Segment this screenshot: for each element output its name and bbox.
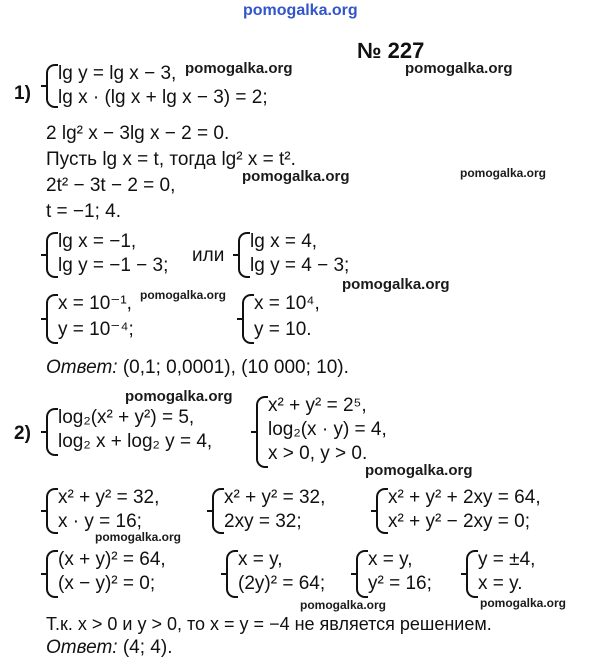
brace — [46, 408, 58, 456]
brace — [46, 550, 58, 598]
p2-sys8-line2: y² = 16; — [368, 573, 432, 594]
problem-number: № 227 — [357, 38, 425, 63]
p2-sys3-line2: x · y = 16; — [58, 511, 142, 532]
watermark: pomogalka.org — [300, 598, 387, 612]
brace — [46, 488, 58, 534]
p2-sys8-line1: x = y, — [368, 549, 413, 570]
p2-sys3-line1: x² + y² = 32, — [58, 487, 160, 508]
watermark: pomogalka.org — [242, 168, 350, 185]
p2-sys1-line1: log₂(x² + y²) = 5, — [58, 407, 195, 428]
p2-sys6-line2: (x − y)² = 0; — [58, 573, 156, 594]
watermark: pomogalka.org — [140, 288, 227, 302]
brace — [226, 550, 238, 598]
p1-sysD-line1: x = 10⁴, — [254, 293, 320, 314]
p2-sys6-line1: (x + y)² = 64, — [58, 549, 166, 570]
p2-sys9-line2: x = y. — [478, 573, 523, 594]
p1-answer-value: (0,1; 0,0001), (10 000; 10). — [122, 357, 349, 378]
watermark: pomogalka.org — [480, 596, 567, 610]
brace — [238, 232, 250, 278]
p2-sys2-line2: log₂(x · y) = 4, — [268, 419, 387, 440]
p1-answer — [46, 358, 349, 378]
p1-sysB-line2: lg y = 4 − 3; — [250, 255, 350, 276]
p1-line2: Пусть lg x = t, тогда lg² x = t². — [46, 149, 296, 170]
brace — [356, 550, 368, 598]
p1-sysC-line2: y = 10⁻⁴; — [58, 319, 134, 340]
p2-sys1-line2: log₂ x + log₂ y = 4, — [58, 431, 213, 452]
p2-answer-value: (4; 4). — [122, 637, 173, 658]
p1-line3: 2t² − 3t − 2 = 0, — [46, 175, 176, 196]
p2-sys2-line1: x² + y² = 2⁵, — [268, 395, 367, 416]
p1-sysC-line1: x = 10⁻¹, — [58, 293, 132, 314]
watermark: pomogalka.org — [95, 530, 182, 544]
p1-or: или — [192, 245, 225, 266]
watermark: pomogalka.org — [460, 166, 547, 180]
watermark: pomogalka.org — [125, 388, 233, 405]
p2-note: Т.к. x > 0 и y > 0, то x = y = −4 не является решением. — [46, 614, 492, 634]
p1-sys1-line2: lg x · (lg x + lg x − 3) = 2; — [58, 87, 268, 108]
site-watermark-top: pomogalka.org — [243, 2, 358, 19]
watermark: pomogalka.org — [342, 276, 450, 293]
brace — [46, 294, 58, 344]
p2-sys5-line2: x² + y² − 2xy = 0; — [388, 511, 531, 532]
watermark: pomogalka.org — [405, 60, 513, 77]
p1-line4: t = −1; 4. — [46, 201, 121, 222]
brace — [212, 488, 224, 534]
brace — [46, 232, 58, 278]
p1-answer-label: Ответ: — [46, 357, 118, 378]
p1-sysB-line1: lg x = 4, — [250, 231, 318, 252]
p2-sys7-line2: (2y)² = 64; — [238, 573, 326, 594]
p2-sys2-line3: x > 0, y > 0. — [268, 443, 368, 464]
p1-sys1-line1: lg y = lg x − 3, — [58, 63, 177, 84]
p2-sys4-line1: x² + y² = 32, — [224, 487, 326, 508]
p2-sys5-line1: x² + y² + 2xy = 64, — [388, 487, 541, 508]
p1-line1: 2 lg² x − 3lg x − 2 = 0. — [46, 123, 230, 144]
p1-sysD-line2: y = 10. — [254, 319, 312, 340]
brace — [256, 396, 268, 468]
brace — [376, 488, 388, 534]
brace — [242, 294, 254, 344]
watermark: pomogalka.org — [185, 60, 293, 77]
p2-answer-label: Ответ: — [46, 637, 118, 658]
part2-label: 2) — [14, 423, 31, 444]
p2-sys4-line2: 2xy = 32; — [224, 511, 302, 532]
p1-sysA-line2: lg y = −1 − 3; — [58, 255, 169, 276]
watermark: pomogalka.org — [365, 462, 473, 479]
brace — [46, 64, 58, 108]
p2-sys7-line1: x = y, — [238, 549, 283, 570]
part1-label: 1) — [14, 83, 31, 104]
p2-sys9-line1: y = ±4, — [478, 549, 536, 570]
p2-answer — [46, 638, 172, 658]
brace — [466, 550, 478, 598]
p1-sysA-line1: lg x = −1, — [58, 231, 137, 252]
